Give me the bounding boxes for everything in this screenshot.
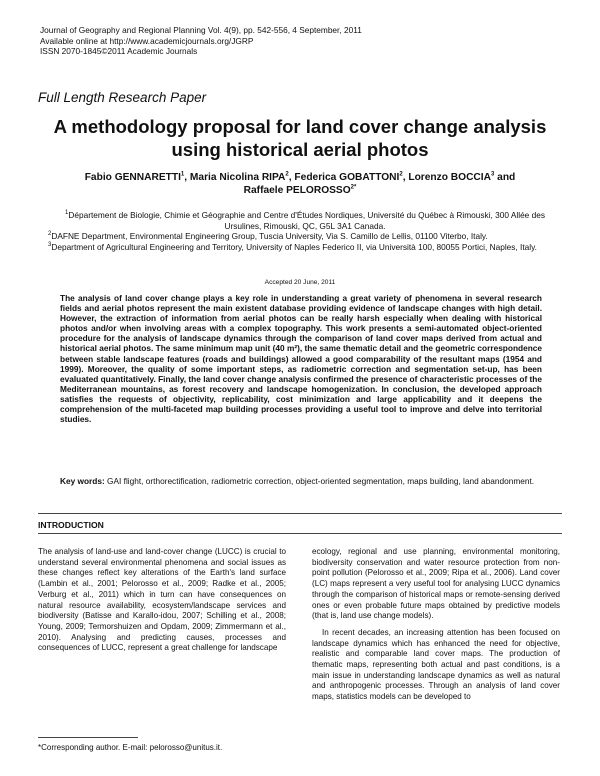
journal-url[interactable]: Available online at http://www.academicjournals.org/JGRP bbox=[40, 35, 254, 46]
author-name: Fabio GENNARETTI bbox=[84, 172, 181, 183]
accepted-date: Accepted 20 June, 2011 bbox=[264, 279, 336, 286]
author-list bbox=[80, 171, 520, 197]
intro-column-left bbox=[38, 547, 286, 654]
keywords-text: GAI flight, orthorectification, radiometric correction, object-oriented segmentation, maps building, land abandonment. bbox=[104, 476, 535, 486]
footnote-rule bbox=[38, 737, 138, 738]
paragraph: The analysis of land-use and land-cover change (LUCC) is crucial to understand several environmental phenomena and social issues as these changes reflect key alterations of the Earth's land surface (Lambin et al., 2001; Pelorosso et al., 2009; Radke et al., 2005; Verburg et al., 2011) which in turn can have consequences on natural resource availability, ecosystem/landscape services and biodiversity (Batisse and Karallo-idou, 2007; Schilling et al., 2008; Young, 2009; Termorshuizen and Opdam, 2009; Zimmermann et al., 2010). Analysing and predicting causes, processes and consequences of LUCC, represent a great challenge for landscape bbox=[38, 547, 286, 653]
keywords bbox=[60, 476, 542, 487]
affiliation-text: Département de Biologie, Chimie et Géographie and Centre d'Études Nordiques, Université du Québec à Rimouski, 300 Allée des Ursulines, Rimouski, QC, G5L 3A1 Canada. bbox=[68, 210, 545, 231]
affiliations bbox=[48, 210, 562, 252]
section-divider bbox=[38, 513, 562, 514]
intro-column-right bbox=[312, 547, 560, 703]
author-affil-sup: 2 bbox=[399, 171, 403, 178]
author-name: , Lorenzo BOCCIA bbox=[402, 172, 491, 183]
affiliation-text: Department of Agricultural Engineering and Territory, University of Naples Federico II, via Università 100, 80055 Portici, Naples, Italy. bbox=[51, 241, 537, 252]
corresponding-author: *Corresponding author. E-mail: pelorosso@unitus.it. bbox=[38, 743, 223, 752]
author-name: , Federica GOBATTONI bbox=[288, 172, 400, 183]
paragraph: In recent decades, an increasing attention has been focused on landscape dynamics which has enhanced the need for objective, realistic and comparable land cover maps. The production of thematic maps, representing both actual and past conditions, is a main issue in understanding landscape dynamics as well as natural and anthropogenic processes. Through an analysis of land cover maps, statistics models can be developed to bbox=[312, 627, 560, 702]
affiliation bbox=[48, 231, 562, 242]
affiliation-sup: 1 bbox=[65, 210, 69, 217]
journal-citation: Journal of Geography and Regional Planning Vol. 4(9), pp. 542-556, 4 September, 2011 bbox=[40, 25, 362, 35]
author-affil-sup: 2 bbox=[285, 171, 289, 178]
keywords-label: Key words: bbox=[60, 476, 105, 486]
affiliation-sup: 3 bbox=[48, 242, 52, 249]
journal-issn: ISSN 2070-1845©2011 Academic Journals bbox=[40, 46, 198, 56]
author-affil-sup: 2* bbox=[350, 184, 357, 191]
affiliation bbox=[48, 242, 562, 253]
paper-type: Full Length Research Paper bbox=[38, 90, 207, 105]
abstract: The analysis of land cover change plays a key role in understanding a great variety of phenomena in several research fields and aerial photos represent the main existent database providing evidence of landscape changes with high detail. However, the extraction of information from aerial photos can be really harsh especially when dealing with historical photos and/or when involving areas with a complex topography. This work presents a semi-automated object-oriented procedure for the analysis of landscape dynamics through the comparison of land cover maps derived from actual and historical aerial photos. The same minimum map unit (40 m²), the same thematic detail and the geometric correspondence between stable landscape features (roads and buildings) allowed a good comparability of the resultant maps (1954 and 1999). Moreover, the quality of some important steps, as radiometric correction and segmentation set-up, has been evaluated quantitatively. Finally, the land cover change analysis confirmed the presence of characteristic processes of the Mediterranean mountains, as forest recovery and landscape homogenization. In conclusion, the developed approach satisfies the requests of objectivity, replicability, cost minimization and large applicability and it deepens the comprehension of the multi-faceted map building processes providing a useful tool to improve and delve into territorial studies. bbox=[60, 293, 542, 425]
author-name: and Raffaele PELOROSSO bbox=[243, 172, 516, 196]
author-affil-sup: 1 bbox=[180, 171, 185, 178]
section-divider bbox=[38, 533, 562, 534]
author-name: , Maria Nicolina RIPA bbox=[184, 172, 286, 183]
paragraph: ecology, regional and use planning, environmental monitoring, biodiversity conservation and water resource protection from non-point pollution (Pelorosso et al., 2009; Ripa et al., 2006). Land cover (LC) maps represent a very useful tool for analysing LUCC dynamics through the comparison of historical maps or remote-sensing derived ones or even probable future maps obtained by predictive models (that is, land use change models). bbox=[312, 547, 560, 621]
affiliation bbox=[48, 210, 562, 231]
author-affil-sup: 3 bbox=[490, 171, 495, 178]
journal-header bbox=[40, 25, 362, 57]
section-heading: INTRODUCTION bbox=[38, 520, 104, 530]
paper-title: A methodology proposal for land cover change analysis using historical aerial photos bbox=[53, 116, 547, 160]
affiliation-sup: 2 bbox=[48, 231, 52, 238]
affiliation-text: DAFNE Department, Environmental Engineering Group, Tuscia University, Via S. Camillo de Lellis, 01100 Viterbo, Italy. bbox=[51, 231, 488, 242]
